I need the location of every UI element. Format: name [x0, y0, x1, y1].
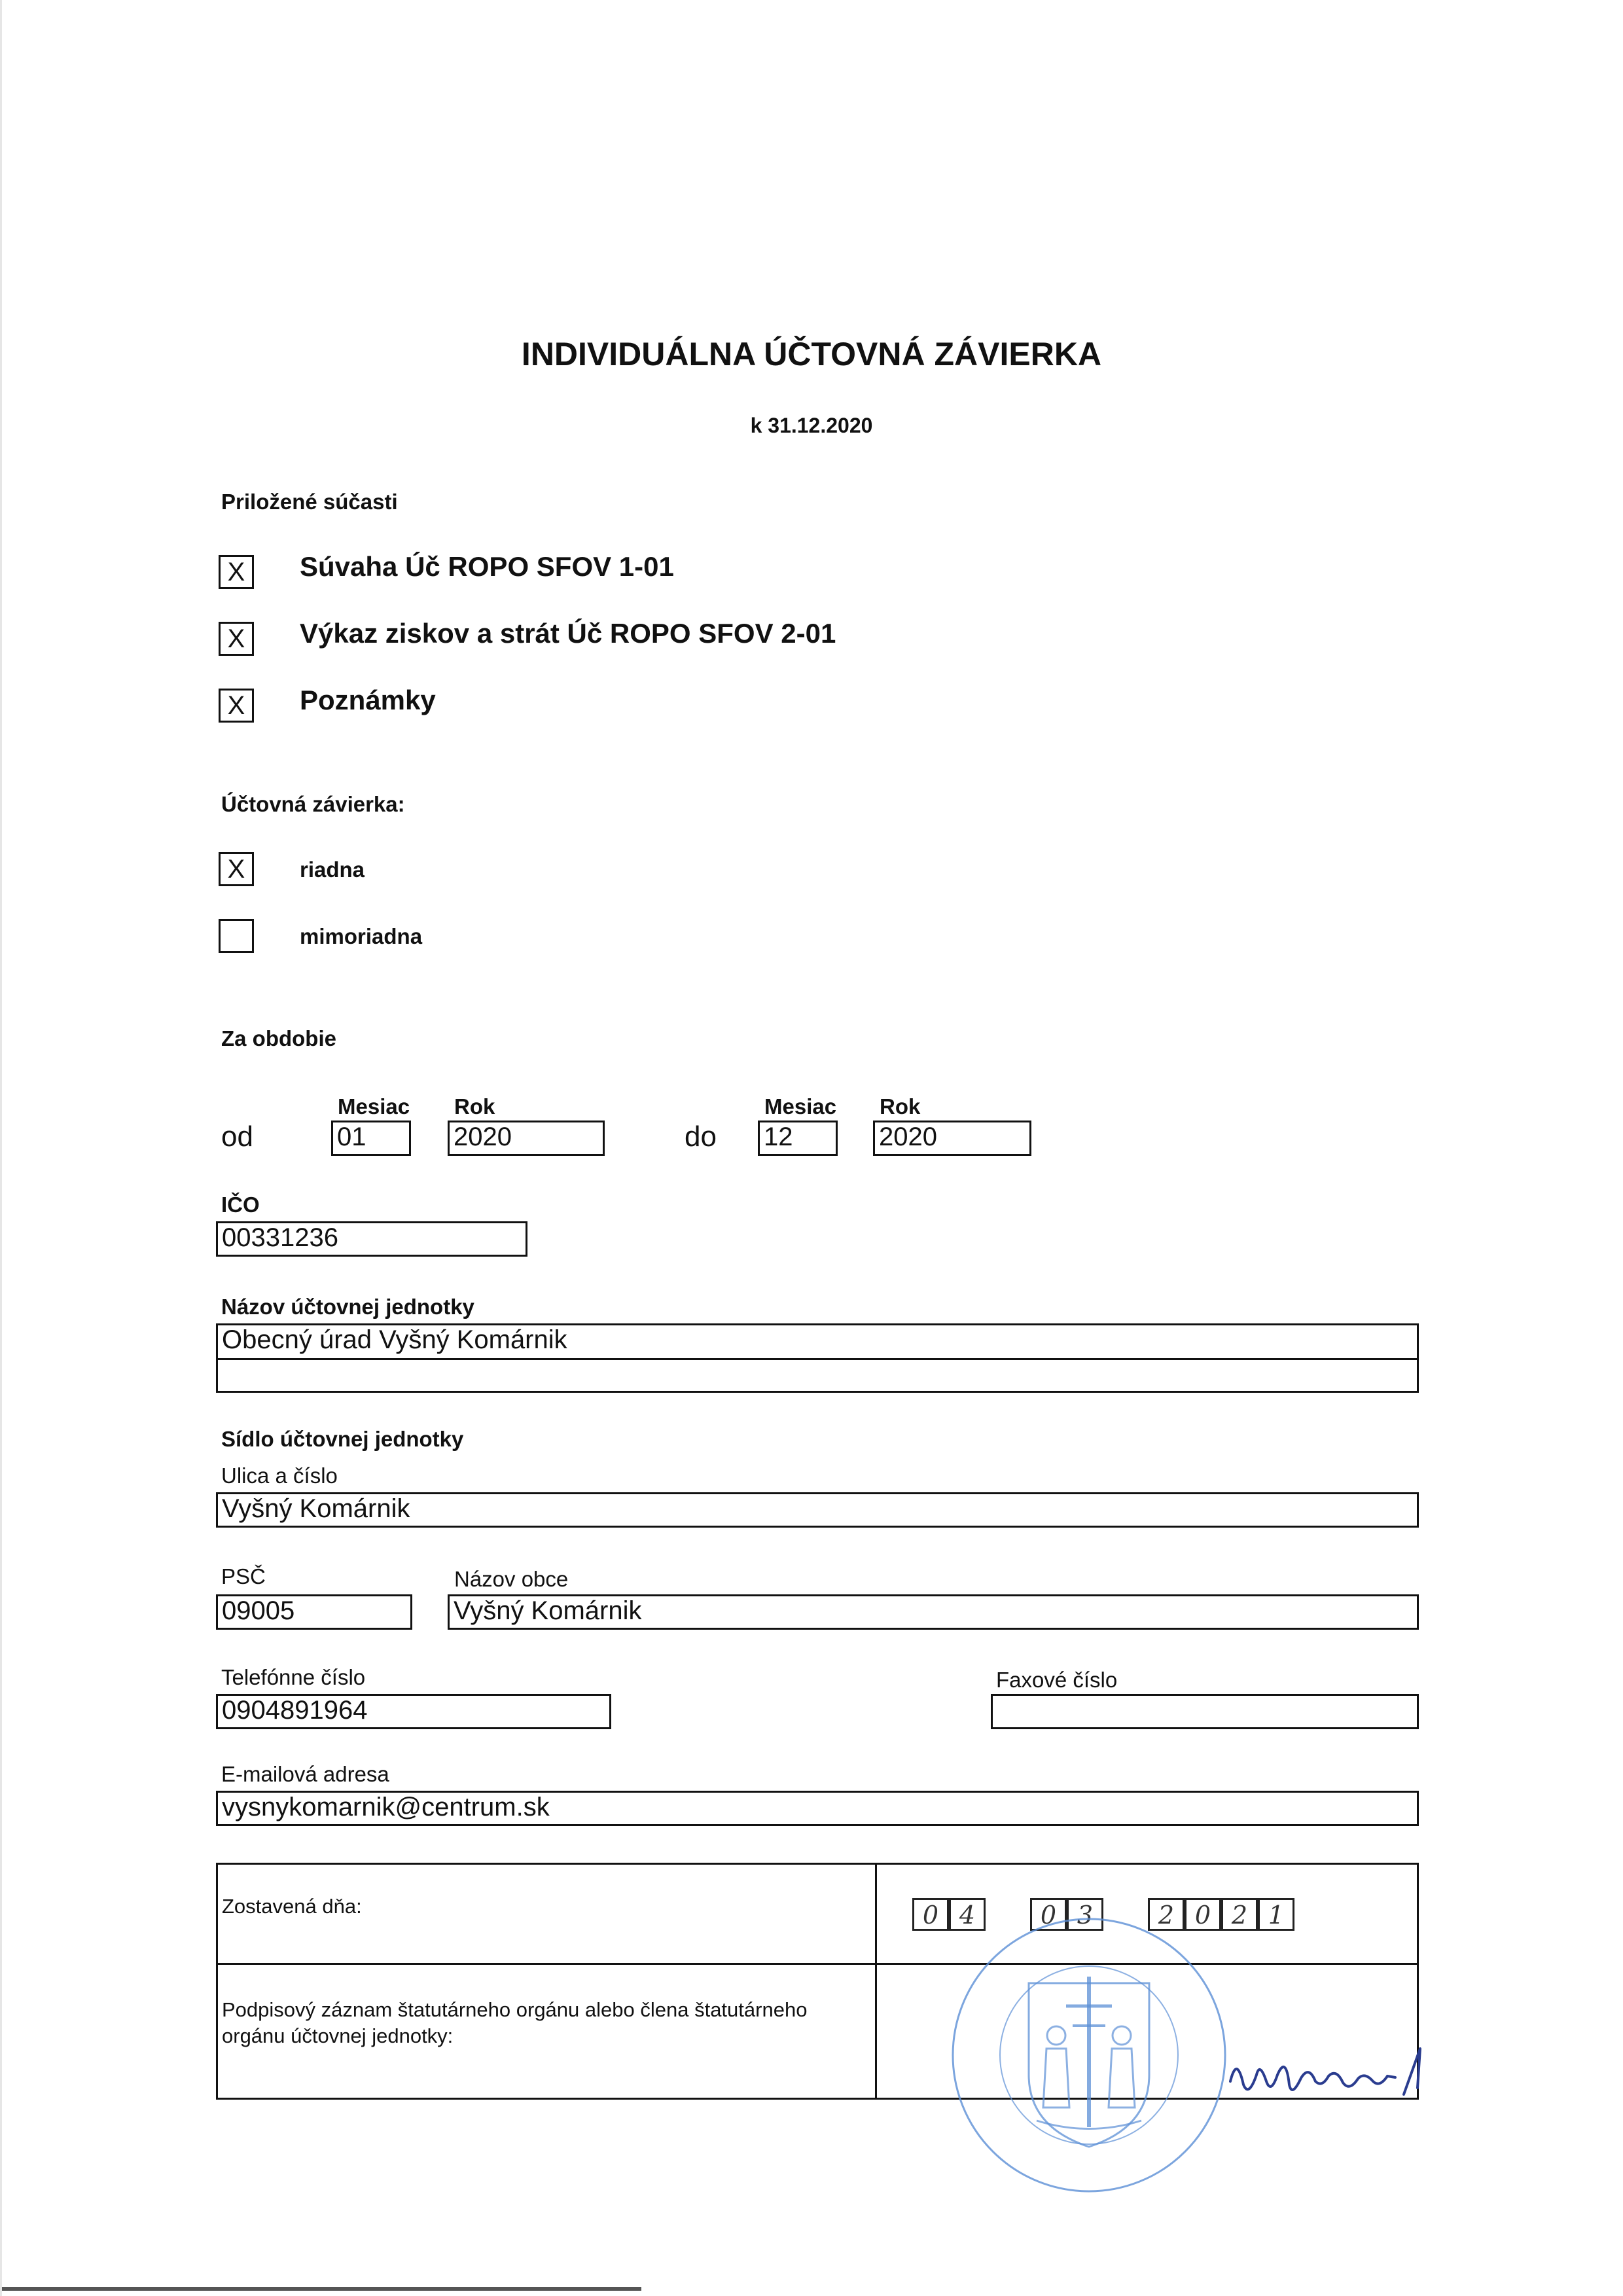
city-field[interactable]: Vyšný Komárnik — [448, 1594, 1419, 1630]
entity-name-line1: Obecný úrad Vyšný Komárnik — [218, 1325, 1417, 1360]
email-field[interactable]: vysnykomarnik@centrum.sk — [216, 1791, 1419, 1826]
checkbox-extraordinary[interactable] — [219, 919, 254, 953]
street-label: Ulica a číslo — [221, 1463, 338, 1488]
components-heading: Priložené súčasti — [221, 490, 398, 514]
component-balance-sheet: Súvaha Úč ROPO SFOV 1-01 — [300, 551, 674, 582]
date-day-digit-1[interactable]: 0 — [912, 1898, 949, 1931]
to-year-field[interactable]: 2020 — [873, 1121, 1031, 1156]
phone-field[interactable]: 0904891964 — [216, 1694, 611, 1729]
from-year-label: Rok — [454, 1094, 495, 1119]
signature-label: Podpisový záznam štatutárneho orgánu alebo člena štatutárneho orgánu účtovnej jednotky: — [222, 1998, 808, 2047]
psc-field[interactable]: 09005 — [216, 1594, 412, 1630]
checkbox-notes[interactable]: X — [219, 689, 254, 723]
date-month-digit-1[interactable]: 0 — [1030, 1898, 1067, 1931]
from-year-field[interactable]: 2020 — [448, 1121, 605, 1156]
to-month-field[interactable]: 12 — [758, 1121, 838, 1156]
fax-field[interactable] — [991, 1694, 1419, 1729]
entity-name-label: Názov účtovnej jednotky — [221, 1295, 474, 1319]
entity-name-line2 — [218, 1360, 1417, 1393]
address-heading: Sídlo účtovnej jednotky — [221, 1427, 464, 1451]
to-month-label: Mesiac — [764, 1094, 837, 1119]
city-label: Názov obce — [454, 1567, 569, 1591]
checkbox-income-statement[interactable]: X — [219, 622, 254, 656]
period-heading: Za obdobie — [221, 1026, 336, 1050]
date-month-digit-2[interactable]: 3 — [1067, 1898, 1103, 1931]
component-notes: Poznámky — [300, 685, 436, 715]
checkbox-balance-sheet[interactable]: X — [219, 555, 254, 589]
from-month-label: Mesiac — [338, 1094, 410, 1119]
handwritten-signature-icon — [1224, 2036, 1440, 2114]
from-month-field[interactable]: 01 — [331, 1121, 411, 1156]
entity-name-field[interactable] — [216, 1323, 1419, 1393]
to-label: do — [685, 1121, 717, 1153]
document-date: k 31.12.2020 — [750, 414, 873, 437]
option-regular: riadna — [300, 857, 365, 882]
table-row-divider — [218, 1963, 1417, 1965]
date-year-digit-1[interactable]: 2 — [1148, 1898, 1185, 1931]
scan-edge-line — [0, 2287, 641, 2291]
document-title: INDIVIDUÁLNA ÚČTOVNÁ ZÁVIERKA — [521, 336, 1102, 372]
closing-type-heading: Účtovná závierka: — [221, 792, 405, 816]
psc-label: PSČ — [221, 1564, 266, 1588]
date-year-digit-3[interactable]: 2 — [1221, 1898, 1258, 1931]
ico-field[interactable]: 00331236 — [216, 1221, 527, 1257]
from-label: od — [221, 1121, 253, 1153]
fax-label: Faxové číslo — [996, 1668, 1118, 1692]
official-stamp-icon — [945, 1911, 1233, 2199]
option-extraordinary: mimoriadna — [300, 924, 423, 948]
phone-label: Telefónne číslo — [221, 1665, 366, 1689]
compiled-date-label: Zostavená dňa: — [222, 1895, 362, 1918]
date-year-digit-4[interactable]: 1 — [1258, 1898, 1294, 1931]
ico-label: IČO — [221, 1193, 260, 1217]
to-year-label: Rok — [880, 1094, 921, 1119]
scan-left-edge — [0, 0, 2, 2296]
component-income-statement: Výkaz ziskov a strát Úč ROPO SFOV 2-01 — [300, 618, 836, 649]
table-column-divider — [875, 1865, 877, 2098]
date-year-digit-2[interactable]: 0 — [1185, 1898, 1221, 1931]
email-label: E-mailová adresa — [221, 1762, 389, 1786]
checkbox-regular[interactable]: X — [219, 852, 254, 886]
date-day-digit-2[interactable]: 4 — [949, 1898, 986, 1931]
street-field[interactable]: Vyšný Komárnik — [216, 1492, 1419, 1528]
